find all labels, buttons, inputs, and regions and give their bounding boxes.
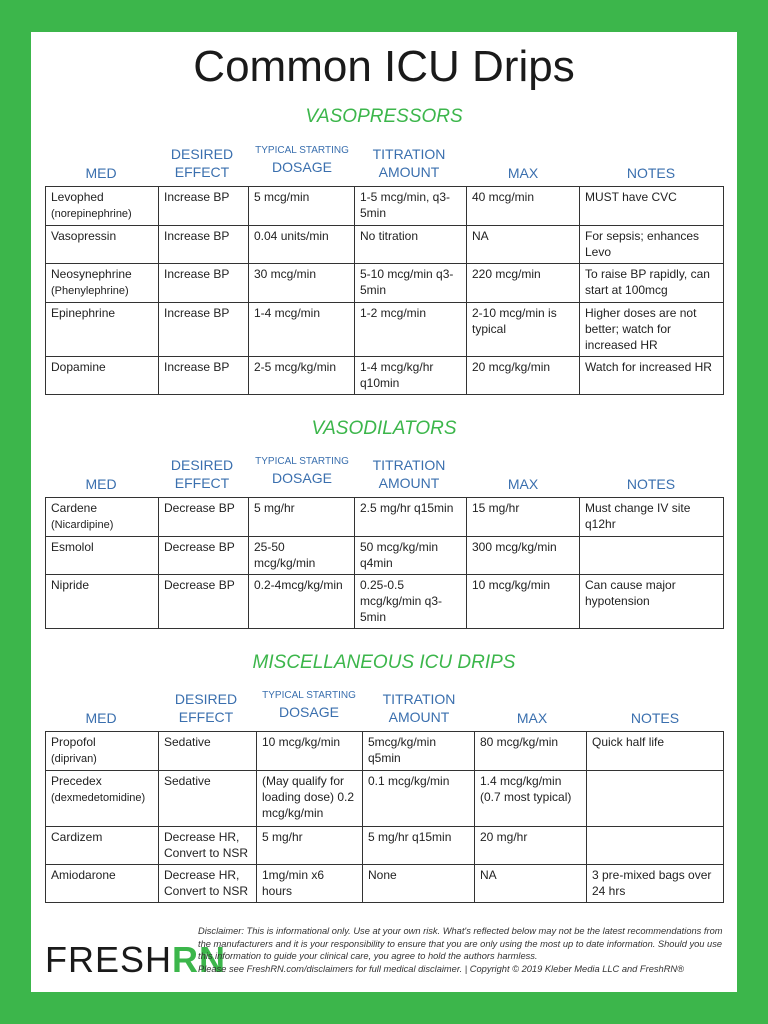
cell-effect: Sedative — [159, 732, 257, 771]
cell-med — [46, 732, 159, 771]
cell-effect: Increase BP — [159, 357, 249, 395]
cell-max: 2-10 mcg/min is typical — [467, 303, 580, 357]
cell-dosage: 5 mcg/min — [249, 187, 355, 226]
disclaimer: Disclaimer: This is informational only. Use at your own risk. What's reflected below may not be the latest recommendations from the manufacturers and it is your responsibility to ensure that you are only using the most up to date information. Should you use this information to guide your clinical care, you agree to hold the authors harmless. Please see FreshRN.com/disclaimers for full medical disclaimer. | Copyright © 2019 Kleber Media LLC and FreshRN® — [198, 926, 723, 974]
cell-notes: For sepsis; enhances Levo — [580, 226, 724, 264]
cell-med — [46, 303, 159, 357]
med-generic-name: (Nicardipine) — [51, 519, 114, 531]
med-name: Levophed — [51, 190, 104, 204]
header-dosage: TYPICAL STARTING DOSAGE — [262, 690, 356, 720]
cell-titration: 50 mcg/kg/min q4min — [355, 537, 467, 575]
table-row — [46, 865, 724, 903]
header-titration: TITRATION AMOUNT — [382, 691, 456, 725]
section-title-vasopressors: VASOPRESSORS — [305, 106, 463, 127]
med-generic-name: (Phenylephrine) — [51, 285, 129, 297]
header-med: MED — [85, 710, 117, 726]
header-med: MED — [85, 165, 117, 181]
cell-titration: 0.25-0.5 mcg/kg/min q3-5min — [355, 575, 467, 629]
cell-effect: Decrease HR, Convert to NSR — [159, 827, 257, 865]
med-name: Dopamine — [51, 360, 106, 374]
cell-max: NA — [467, 226, 580, 264]
table-row — [46, 771, 724, 827]
cell-dosage: 2-5 mcg/kg/min — [249, 357, 355, 395]
header-dosage: TYPICAL STARTING DOSAGE — [255, 456, 349, 486]
cell-max: 80 mcg/kg/min — [475, 732, 587, 771]
cell-max: 300 mcg/kg/min — [467, 537, 580, 575]
cell-titration: 0.1 mcg/kg/min — [363, 771, 475, 827]
header-notes: NOTES — [626, 165, 676, 181]
header-desired-effect: DESIRED EFFECT — [170, 146, 234, 180]
header-notes: NOTES — [626, 476, 676, 492]
cell-max: 20 mcg/kg/min — [467, 357, 580, 395]
table-vasodilators — [45, 497, 724, 629]
cell-max: NA — [475, 865, 587, 903]
cell-notes: Watch for increased HR — [580, 357, 724, 395]
cell-max: 40 mcg/min — [467, 187, 580, 226]
cell-dosage: 0.2-4mcg/kg/min — [249, 575, 355, 629]
cell-med — [46, 827, 159, 865]
table-row — [46, 827, 724, 865]
cell-titration: 1-2 mcg/min — [355, 303, 467, 357]
cell-notes: 3 pre-mixed bags over 24 hrs — [587, 865, 724, 903]
cell-dosage: 1-4 mcg/min — [249, 303, 355, 357]
cell-titration: 1-4 mcg/kg/hr q10min — [355, 357, 467, 395]
table-row — [46, 357, 724, 395]
med-name: Nipride — [51, 578, 90, 592]
cell-titration: 5-10 mcg/min q3-5min — [355, 264, 467, 303]
cell-med — [46, 357, 159, 395]
section-title-vasodilators: VASODILATORS — [311, 418, 457, 439]
cell-notes: Can cause major hypotension — [580, 575, 724, 629]
cell-titration: 2.5 mg/hr q15min — [355, 498, 467, 537]
med-name: Amiodarone — [51, 868, 116, 882]
cell-dosage: 0.04 units/min — [249, 226, 355, 264]
header-dosage: TYPICAL STARTING DOSAGE — [255, 145, 349, 175]
table-row — [46, 732, 724, 771]
med-name: Esmolol — [51, 540, 94, 554]
table-row — [46, 303, 724, 357]
table-row — [46, 226, 724, 264]
med-name: Epinephrine — [51, 306, 116, 320]
cell-effect: Sedative — [159, 771, 257, 827]
med-generic-name: (diprivan) — [51, 753, 97, 765]
cell-titration: None — [363, 865, 475, 903]
cell-effect: Decrease BP — [159, 575, 249, 629]
cell-med — [46, 264, 159, 303]
cell-max: 1.4 mcg/kg/min (0.7 most typical) — [475, 771, 587, 827]
header-max: MAX — [507, 165, 539, 181]
med-name: Neosynephrine — [51, 267, 132, 281]
cell-effect: Increase BP — [159, 264, 249, 303]
cell-effect: Decrease BP — [159, 537, 249, 575]
cell-titration: 5mcg/kg/min q5min — [363, 732, 475, 771]
header-max: MAX — [516, 710, 548, 726]
freshrn-logo: FRESHRN — [45, 939, 227, 980]
drip-reference-sheet — [31, 32, 737, 992]
header-notes: NOTES — [630, 710, 680, 726]
cell-notes: Must change IV site q12hr — [580, 498, 724, 537]
cell-med — [46, 498, 159, 537]
table-vasopressors — [45, 186, 724, 395]
table-row — [46, 537, 724, 575]
med-name: Cardizem — [51, 830, 103, 844]
table-misc — [45, 731, 724, 903]
cell-med — [46, 865, 159, 903]
cell-dosage: (May qualify for loading dose) 0.2 mcg/kg/min — [257, 771, 363, 827]
cell-dosage: 25-50 mcg/kg/min — [249, 537, 355, 575]
cell-notes — [587, 827, 724, 865]
med-name: Propofol — [51, 735, 96, 749]
table-row — [46, 498, 724, 537]
cell-dosage: 10 mcg/kg/min — [257, 732, 363, 771]
cell-notes: Higher doses are not better; watch for increased HR — [580, 303, 724, 357]
cell-effect: Decrease BP — [159, 498, 249, 537]
cell-effect: Increase BP — [159, 226, 249, 264]
header-desired-effect: DESIRED EFFECT — [174, 691, 238, 725]
cell-med — [46, 226, 159, 264]
med-generic-name: (dexmedetomidine) — [51, 792, 146, 804]
cell-notes: MUST have CVC — [580, 187, 724, 226]
cell-effect: Increase BP — [159, 187, 249, 226]
cell-notes: To raise BP rapidly, can start at 100mcg — [580, 264, 724, 303]
cell-max: 10 mcg/kg/min — [467, 575, 580, 629]
cell-titration: 5 mg/hr q15min — [363, 827, 475, 865]
cell-notes: Quick half life — [587, 732, 724, 771]
cell-notes — [580, 537, 724, 575]
cell-med — [46, 537, 159, 575]
header-med: MED — [85, 476, 117, 492]
cell-effect: Decrease HR, Convert to NSR — [159, 865, 257, 903]
cell-max: 20 mg/hr — [475, 827, 587, 865]
cell-dosage: 1mg/min x6 hours — [257, 865, 363, 903]
med-generic-name: (norepinephrine) — [51, 208, 132, 220]
table-row — [46, 264, 724, 303]
cell-med — [46, 575, 159, 629]
header-desired-effect: DESIRED EFFECT — [170, 457, 234, 491]
table-row — [46, 187, 724, 226]
med-name: Precedex — [51, 774, 102, 788]
med-name: Cardene — [51, 501, 98, 515]
cell-med — [46, 187, 159, 226]
cell-dosage: 30 mcg/min — [249, 264, 355, 303]
cell-effect: Increase BP — [159, 303, 249, 357]
header-titration: TITRATION AMOUNT — [372, 146, 446, 180]
cell-titration: 1-5 mcg/min, q3-5min — [355, 187, 467, 226]
cell-max: 220 mcg/min — [467, 264, 580, 303]
header-titration: TITRATION AMOUNT — [372, 457, 446, 491]
page-title: Common ICU Drips — [193, 42, 575, 91]
cell-med — [46, 771, 159, 827]
cell-notes — [587, 771, 724, 827]
med-name: Vasopressin — [51, 229, 117, 243]
cell-titration: No titration — [355, 226, 467, 264]
cell-dosage: 5 mg/hr — [257, 827, 363, 865]
cell-dosage: 5 mg/hr — [249, 498, 355, 537]
header-max: MAX — [507, 476, 539, 492]
table-row — [46, 575, 724, 629]
cell-max: 15 mg/hr — [467, 498, 580, 537]
section-title-misc: MISCELLANEOUS ICU DRIPS — [252, 652, 516, 673]
